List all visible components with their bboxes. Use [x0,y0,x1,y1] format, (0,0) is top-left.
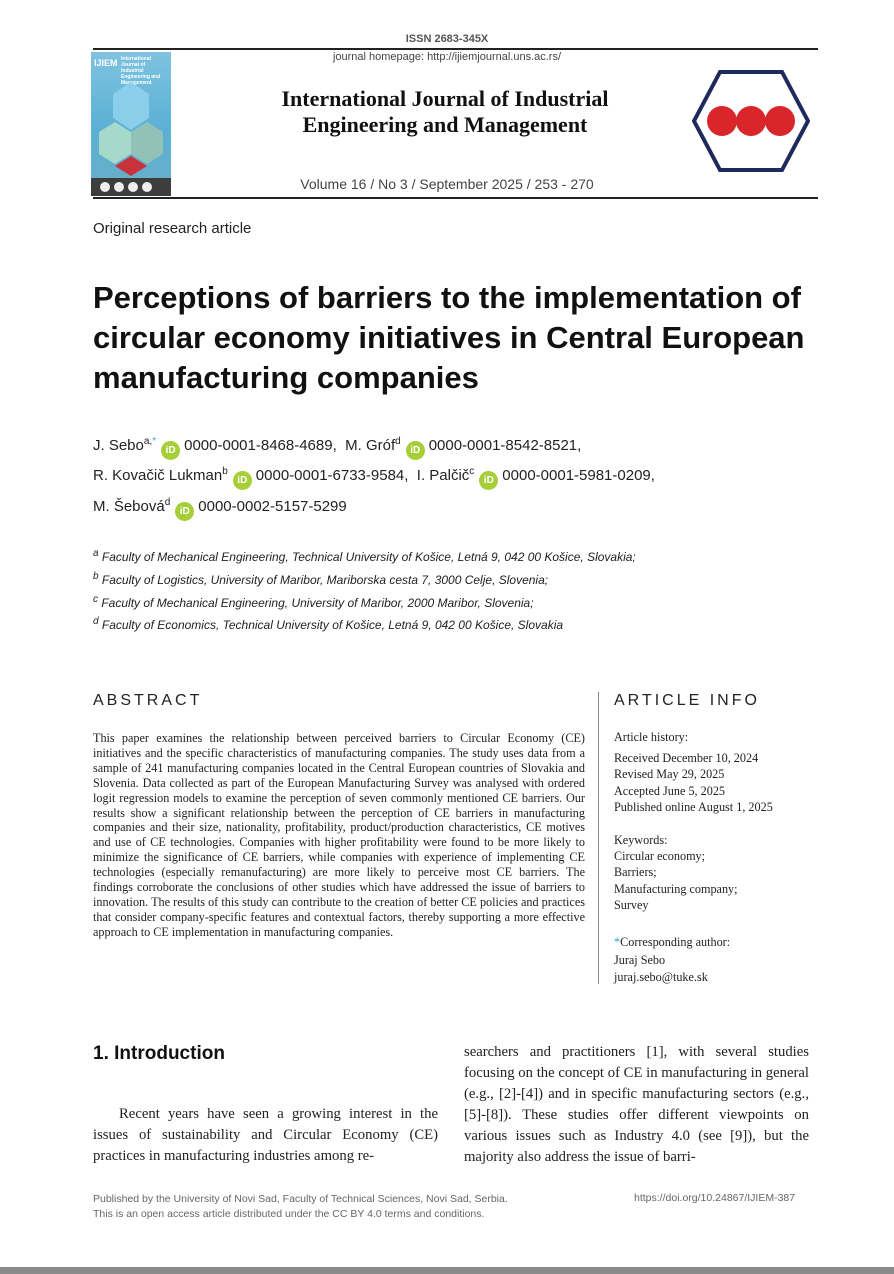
author-affil-mark: a, [143,436,153,447]
cover-logo: IJIEM [94,58,118,68]
journal-title-line1: International Journal of Industrial [281,86,609,111]
keyword: Survey [614,898,649,912]
affiliation-text: Faculty of Economics, Technical University of Košice, Letná 9, 042 00 Košice, Slovakia [101,618,564,632]
intro-paragraph-right: searchers and practitioners [1], with several studies focusing on the concept of CE in manufacturing in general (e.g., [2]-[4]) and in specific manufacturing sectors (e.g., [5]-[8]). These studies offer different viewpoints on various issues such as Industry 4.0 (see [9]), but the majority also address the issue of barri- [464,1044,809,1165]
keywords-label: Keywords: [614,833,668,847]
affiliation [93,594,534,610]
bottom-bar [0,1267,894,1274]
history-label: Article history: [614,730,689,744]
article-type: Original research article [93,220,252,237]
orcid-icon[interactable]: iD [406,441,425,460]
journal-title-line2: Engineering and Management [302,112,588,137]
corresponding-label-text: Corresponding author: [620,935,731,949]
author-name: M. Šebová [93,498,165,515]
journal-cover-image [91,52,171,196]
orcid-id[interactable]: 0000-0001-6733-9584, [255,467,409,484]
journal-title [220,86,670,138]
cover-title: International Journal of Industrial Engineering and Management [121,56,161,86]
doi-link[interactable]: https://doi.org/10.24867/IJIEM-387 [634,1192,796,1204]
orcid-id[interactable]: 0000-0001-5981-0209, [502,467,655,484]
author-name: R. Kovačič Lukman [93,467,223,484]
footer-license-text: This is an open access article distributed under the CC BY 4.0 terms and conditions. [93,1208,485,1220]
author-affil-mark: d [164,497,171,508]
published-date: Published online August 1, 2025 [614,800,773,814]
affiliation [93,571,548,587]
orcid-icon[interactable]: iD [233,471,252,490]
column-divider [598,692,599,984]
author-name: J. Sebo [93,437,144,454]
orcid-id[interactable]: 0000-0002-5157-5299 [198,498,347,515]
affiliation-mark: d [93,616,99,627]
header-rule-bottom [93,197,818,199]
keyword: Barriers; [614,865,657,879]
affiliation [93,616,563,632]
section-heading-introduction: 1. Introduction [93,1043,225,1064]
corresponding-email[interactable]: juraj.sebo@tuke.sk [614,970,708,984]
intro-paragraph-left: Recent years have seen a growing interest in the issues of sustainability and Circular Economy (CE) practices in manufacturing industries among re- [93,1106,438,1164]
received-date: Received December 10, 2024 [614,751,759,765]
orcid-id[interactable]: 0000-0001-8542-8521, [428,437,582,454]
revised-date: Revised May 29, 2025 [614,767,725,781]
affiliation-mark: a [93,548,99,559]
orcid-icon[interactable]: iD [175,502,194,521]
footer-license [93,1192,508,1222]
journal-homepage[interactable]: journal homepage: http://ijiemjournal.uns.ac.rs/ [332,51,562,63]
affiliation-mark: c [93,594,98,605]
orcid-icon[interactable]: iD [161,441,180,460]
accepted-date: Accepted June 5, 2025 [614,784,726,798]
affiliation-mark: b [93,571,99,582]
author-affil-mark: b [222,466,228,477]
orcid-id[interactable]: 0000-0001-8468-4689, [184,437,337,454]
header-rule-top [93,48,818,50]
author-name: M. Gróf [345,437,396,454]
authors-line-3 [93,497,347,521]
cover-hexagons-graphic [91,52,171,196]
author-affil-mark: d [395,436,401,447]
affiliation-text: Faculty of Logistics, University of Maribor, Mariborska cesta 7, 3000 Celje, Slovenia; [101,573,549,587]
article-title: Perceptions of barriers to the implementation of circular economy initiatives in Central European manufacturing companies [93,280,805,395]
volume-info: Volume 16 / No 3 / September 2025 / 253 - 270 [300,176,594,192]
authors-line-2 [93,466,655,490]
keyword: Manufacturing company; [614,882,738,896]
authors-line-1 [93,436,581,460]
affiliation-text: Faculty of Mechanical Engineering, Technical University of Košice, Letná 9, 042 00 Košice, Slovakia; [101,550,636,564]
journal-logo-icon [692,70,810,172]
affiliation [93,548,636,564]
corresponding-name: Juraj Sebo [614,953,666,967]
corresponding-star: * [614,935,621,949]
footer-publisher: Published by the University of Novi Sad, Faculty of Technical Sciences, Novi Sad, Serbia. [93,1193,508,1205]
corresponding-star: * [152,436,157,447]
affiliation-text: Faculty of Mechanical Engineering, University of Maribor, 2000 Maribor, Slovenia; [101,596,534,610]
keyword: Circular economy; [614,849,706,863]
author-affil-mark: c [469,466,475,477]
abstract-text: This paper examines the relationship between perceived barriers to Circular Economy (CE) initiatives and the specific characteristics of manufacturing companies. The study uses data from a sample of 241 manufacturing companies located in the Central European countries of Slovakia and Slovenia. Data collected as part of the European Manufacturing Survey was analysed with ordered logit regression models to examine the perception of seven commonly mentioned CE barriers. Our results show a significant relationship between the perception of CE barriers in manufacturing companies and their size, nationality, profitability, product/production characteristics, CE motives and use of CE technologies. Companies with higher profitability were found to be more likely to minimize the significance of CE barriers, while companies with experience of implementing CE technologies (especially remanufacturing) are more likely to perceive most CE barriers. The findings corroborate the conclusions of other studies which have addressed the issue of barriers to innovation. The results of this study can contribute to the creation of better CE policies and practices that consider company-specific features and contextual factors, thereby supporting a more effective approach to CE implementation in manufacturing companies. [93,731,585,939]
article-info-heading: ARTICLE INFO [614,692,760,709]
abstract-heading: ABSTRACT [93,692,203,709]
orcid-icon[interactable]: iD [479,471,498,490]
author-name: I. Palčič [416,467,470,484]
corresponding-author-label [614,935,730,950]
issn: ISSN 2683-345X [405,33,489,45]
